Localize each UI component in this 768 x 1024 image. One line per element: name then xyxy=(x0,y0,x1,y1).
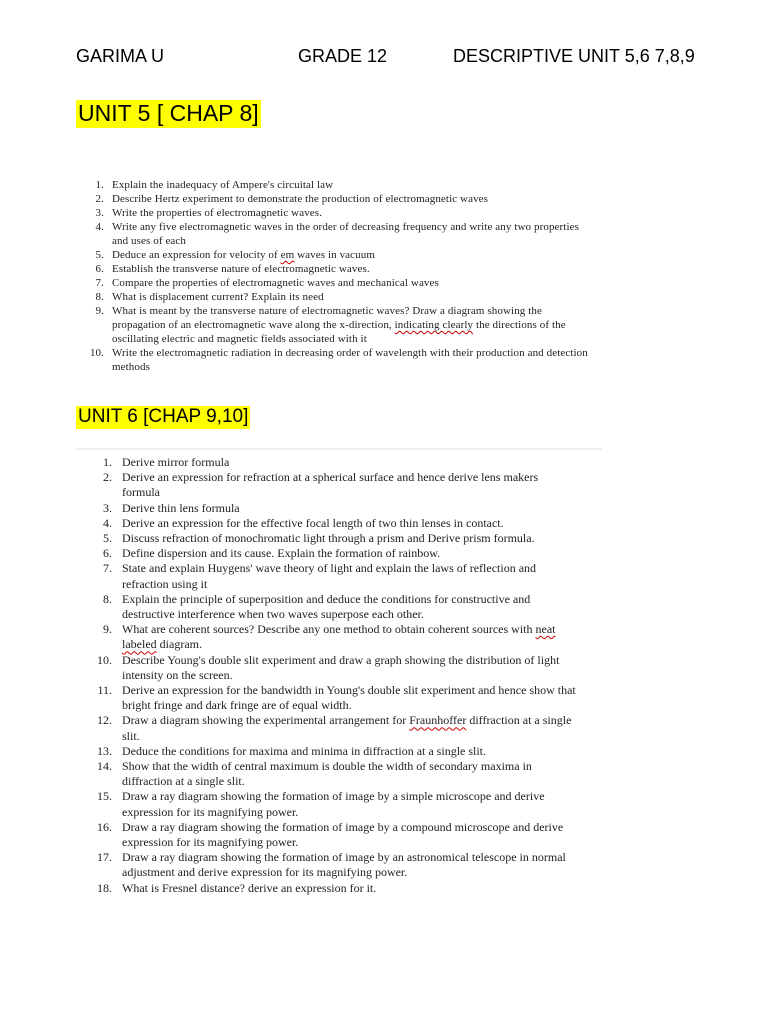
question-number: 18. xyxy=(97,880,112,895)
student-name: GARIMA U xyxy=(76,46,165,66)
question-number: 3. xyxy=(103,500,112,515)
question-number: 8. xyxy=(95,291,104,303)
question-number: 2. xyxy=(103,470,112,485)
spellcheck-mark: indicating clearly xyxy=(394,319,474,331)
unit5-question-list xyxy=(89,178,592,374)
question-number: 10. xyxy=(89,347,104,359)
question-item xyxy=(92,304,592,346)
page-header xyxy=(76,46,716,72)
question-item xyxy=(96,516,576,531)
question-number: 1. xyxy=(103,455,112,469)
question-number: 13. xyxy=(97,743,112,758)
question-number: 12. xyxy=(97,713,112,728)
question-item xyxy=(96,470,576,500)
question-item xyxy=(96,653,576,683)
question-item xyxy=(89,346,592,374)
question-text: Draw a ray diagram showing the formation of image by a simple microscope and derive expression for its magnifying power. xyxy=(122,789,545,819)
question-item xyxy=(96,820,576,850)
question-item xyxy=(96,501,576,516)
question-text: Derive an expression for the effective focal length of two thin lenses in contact. xyxy=(122,515,504,530)
question-item xyxy=(96,531,576,546)
unit6-question-list xyxy=(96,455,576,896)
question-text: Establish the transverse nature of electromagnetic waves. xyxy=(112,263,370,275)
question-item xyxy=(92,290,592,304)
question-item xyxy=(96,622,576,652)
question-item xyxy=(96,789,576,819)
question-item xyxy=(92,262,592,276)
question-text: Explain the inadequacy of Ampere's circuital law xyxy=(112,179,334,191)
question-text: What is meant by the transverse nature of electromagnetic waves? Draw a diagram showing the propagation of an electromagnetic wave along the x-direction, indicating clearly the directions of the oscillating electric and magnetic fields associated with it xyxy=(112,305,566,345)
question-number: 5. xyxy=(95,249,104,261)
question-text: What is displacement current? Explain its need xyxy=(112,291,324,303)
question-text: What is Fresnel distance? derive an expression for it. xyxy=(122,880,377,895)
question-number: 3. xyxy=(95,207,104,219)
question-text: Write any five electromagnetic waves in the order of decreasing frequency and write any two properties and uses of each xyxy=(112,221,579,247)
question-item xyxy=(92,206,592,220)
question-number: 14. xyxy=(97,759,112,774)
question-item xyxy=(96,744,576,759)
question-number: 2. xyxy=(95,193,104,205)
question-number: 9. xyxy=(103,622,112,637)
question-item xyxy=(96,592,576,622)
unit-range-label: DESCRIPTIVE UNIT 5,6 7,8,9 xyxy=(453,46,695,66)
question-item xyxy=(96,850,576,880)
question-number: 8. xyxy=(103,591,112,606)
question-item xyxy=(92,276,592,290)
question-text: Derive thin lens formula xyxy=(122,500,240,515)
question-text: Describe Hertz experiment to demonstrate the production of electromagnetic waves xyxy=(112,193,489,205)
question-number: 10. xyxy=(97,652,112,667)
question-item xyxy=(96,455,576,470)
question-number: 7. xyxy=(95,277,104,289)
spellcheck-mark: em xyxy=(280,249,295,261)
question-number: 4. xyxy=(103,515,112,530)
question-item xyxy=(96,759,576,789)
question-number: 4. xyxy=(95,221,104,233)
question-item xyxy=(92,220,592,248)
question-text: Define dispersion and its cause. Explain the formation of rainbow. xyxy=(122,546,441,561)
unit6-title: UNIT 6 [CHAP 9,10] xyxy=(78,406,249,427)
question-text: Compare the properties of electromagnetic waves and mechanical waves xyxy=(112,277,439,289)
question-number: 6. xyxy=(95,263,104,275)
question-text: State and explain Huygens' wave theory of light and explain the laws of reflection and refraction using it xyxy=(122,561,537,591)
grade-label: GRADE 12 xyxy=(298,46,388,66)
question-number: 16. xyxy=(97,819,112,834)
question-number: 5. xyxy=(103,531,112,546)
question-text: Derive an expression for the bandwidth in Young's double slit experiment and hence show that bright fringe and dark fringe are of equal width. xyxy=(122,683,576,713)
question-text: Describe Young's double slit experiment and draw a graph showing the distribution of light intensity on the screen. xyxy=(122,652,560,682)
question-text: Explain the principle of superposition and deduce the conditions for constructive and destructive interference when two waves superpose each other. xyxy=(122,591,531,622)
question-number: 1. xyxy=(95,179,104,191)
question-item xyxy=(96,561,576,591)
question-item xyxy=(96,546,576,561)
spellcheck-mark: neat labeled xyxy=(122,622,556,652)
question-text: Draw a diagram showing the experimental arrangement for Fraunhoffer diffraction at a single slit. xyxy=(122,713,572,743)
question-text: Discuss refraction of monochromatic light through a prism and Derive prism formula. xyxy=(122,531,535,546)
unit5-title: UNIT 5 [ CHAP 8] xyxy=(78,100,259,126)
question-text: Deduce an expression for velocity of em waves in vacuum xyxy=(112,249,375,261)
question-number: 9. xyxy=(95,305,104,317)
question-text: Deduce the conditions for maxima and minima in diffraction at a single slit. xyxy=(122,743,487,758)
question-text: Draw a ray diagram showing the formation of image by an astronomical telescope in normal adjustment and derive expression for its magnifying power. xyxy=(122,850,566,880)
question-text: Write the properties of electromagnetic waves. xyxy=(112,207,323,219)
question-item xyxy=(92,192,592,206)
question-number: 6. xyxy=(103,546,112,561)
question-item xyxy=(96,713,576,743)
question-item xyxy=(92,178,592,192)
question-number: 7. xyxy=(103,561,112,576)
question-item xyxy=(92,248,592,262)
question-number: 11. xyxy=(97,683,112,698)
question-text: Write the electromagnetic radiation in decreasing order of wavelength with their production and detection methods xyxy=(112,347,588,373)
question-text: Derive an expression for refraction at a spherical surface and hence derive lens makers formula xyxy=(122,470,539,500)
question-item xyxy=(96,683,576,713)
question-text: Derive mirror formula xyxy=(122,455,230,469)
question-number: 15. xyxy=(97,789,112,804)
question-text: What are coherent sources? Describe any one method to obtain coherent sources with neat labeled diagram. xyxy=(122,622,556,652)
spellcheck-mark: Fraunhoffer xyxy=(409,713,467,728)
question-number: 17. xyxy=(97,850,112,865)
question-text: Draw a ray diagram showing the formation of image by a compound microscope and derive expression for its magnifying power. xyxy=(122,819,564,850)
question-item xyxy=(96,881,576,896)
question-text: Show that the width of central maximum is double the width of secondary maxima in diffraction at a single slit. xyxy=(122,759,532,789)
